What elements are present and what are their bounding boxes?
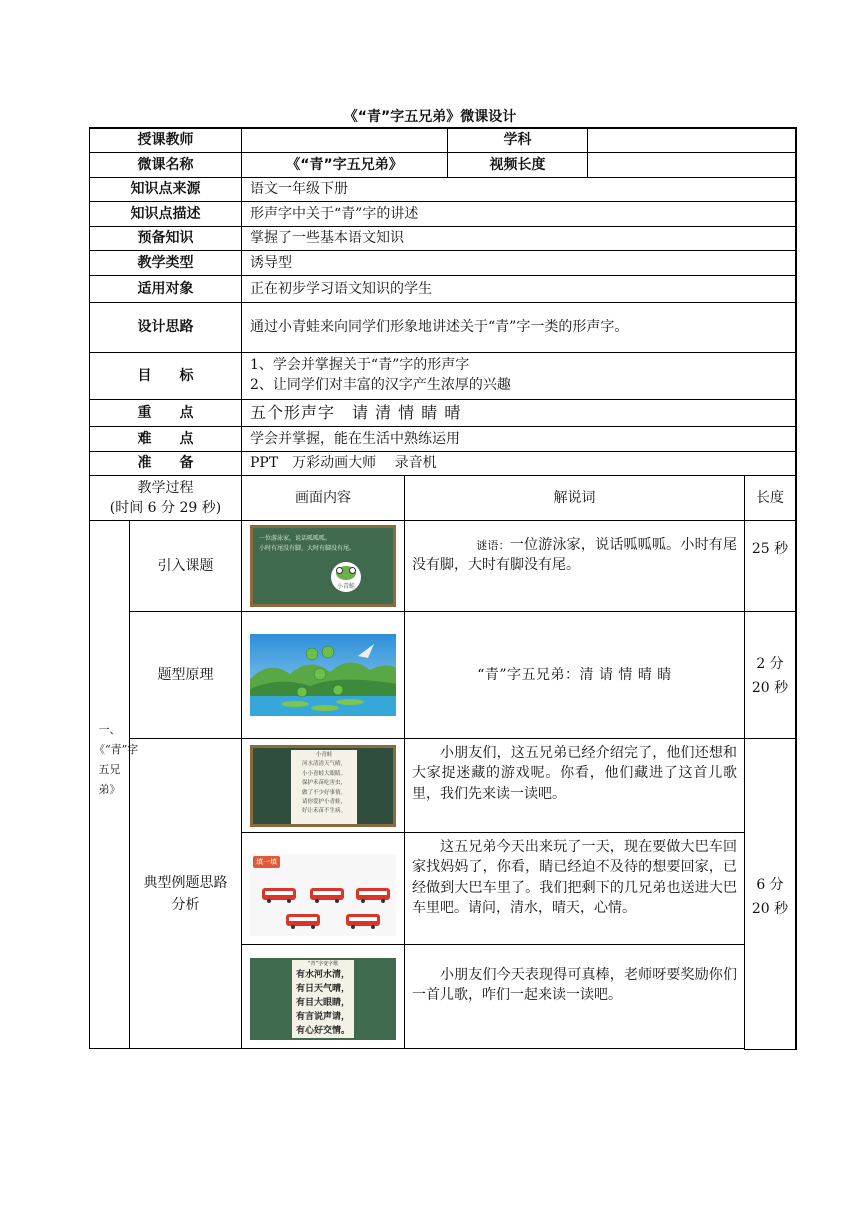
phase-examples-line2: 分析 — [171, 896, 200, 913]
example1-poem-line: 小小青蛙大眼睛。 — [301, 770, 346, 777]
example1-poem-line: 河水清清天气晴， — [301, 761, 346, 768]
example2-narration: 这五兄弟今天出来玩了一天，现在要做大巴车回家找妈妈了，你看，睛已经迫不及待的想要回家，已经做到大巴车里了。我们把剩下的几兄弟也送进大巴车里吧。请问，清水，晴天，心情。 — [412, 839, 737, 916]
intro-thumb-line1: 一位游泳家，说话呱呱呱。 — [259, 535, 332, 542]
phase-intro: 引入课题 — [157, 557, 214, 574]
example3-narration: 小朋友们今天表现得可真棒，老师呀要奖励你们一首儿歌，咋们一起来读一读吧。 — [412, 967, 737, 1004]
type-label: 教学类型 — [137, 254, 194, 271]
example1-narration-cell — [405, 739, 744, 832]
examples-length-line2: 20 秒 — [751, 901, 789, 917]
video-length-value — [588, 153, 795, 177]
col-screen-header: 画面内容 — [295, 489, 351, 506]
subject-label: 学科 — [503, 131, 532, 148]
document-title: 《“青”字五兄弟》微课设计 — [343, 109, 517, 125]
goal-values — [242, 353, 795, 399]
example1-narration: 小朋友们，这五兄弟已经介绍完了，他们还想和大家捉迷藏的游戏呢。你看，他们藏进了这首儿歌里，我们先来读一读吧。 — [412, 745, 737, 802]
phase-examples-line1: 典型例题思路 — [143, 874, 228, 891]
example3-song-line: 有目大眼睛， — [295, 998, 350, 1008]
subject-value — [588, 128, 795, 152]
prep-label: 准 备 — [137, 455, 194, 472]
key-value: 五个形声字 请 清 情 睛 晴 — [250, 403, 462, 423]
intro-narration-cell — [405, 521, 744, 611]
principle-length-line1: 2 分 — [756, 656, 784, 672]
example1-poem-line: 做了不少好事情。 — [301, 789, 346, 796]
buses-illustration — [250, 854, 396, 936]
example3-narration-cell — [405, 945, 744, 1048]
principle-thumbnail — [250, 634, 396, 716]
pond-scene-illustration — [250, 634, 396, 716]
difficulty-label: 难 点 — [137, 430, 194, 447]
example3-thumbnail — [250, 958, 396, 1040]
example3-song-title: “青”字变字歌 — [307, 961, 339, 967]
intro-narration: 一位游泳家，说话呱呱呱。小时有尾没有脚，大时有脚没有尾。 — [412, 537, 738, 574]
design-value: 通过小青蛙来向同学们形象地讲述关于“青”字一类的形声字。 — [250, 319, 629, 336]
lesson-value: 《“青”字五兄弟》 — [286, 156, 403, 173]
process-header — [90, 476, 241, 520]
key-label: 重 点 — [137, 404, 194, 421]
design-label: 设计思路 — [137, 319, 194, 336]
type-value: 诱导型 — [250, 254, 292, 271]
intro-length: 25 秒 — [751, 541, 789, 557]
lesson-label: 微课名称 — [137, 156, 194, 173]
example1-poem-line: 好让禾苗不生病。 — [301, 808, 346, 815]
example1-poem-card — [291, 750, 357, 824]
example1-thumbnail — [250, 745, 396, 827]
goal-line-2: 2、让同学们对丰富的汉字产生浓厚的兴趣 — [250, 377, 511, 394]
source-value: 语文一年级下册 — [250, 181, 348, 198]
example2-badge: 填一填 — [253, 856, 280, 868]
example3-song-line: 有言说声请， — [295, 1012, 350, 1022]
desc-label: 知识点描述 — [130, 205, 201, 222]
intro-thumbnail — [250, 525, 396, 607]
section-label: 一、《“青”字五兄弟》 — [94, 723, 139, 796]
principle-narration: “青”字五兄弟：清 请 情 晴 睛 — [477, 666, 672, 683]
intro-thumb-caption: 小青蛙 — [336, 583, 355, 590]
process-header-time: (时间 6 分 29 秒) — [109, 499, 222, 516]
teacher-value — [242, 128, 447, 152]
principle-length — [745, 612, 795, 738]
example1-poem-title: 小青蛙 — [315, 752, 333, 758]
goal-line-1: 1、学会并掌握关于“青”字的形声字 — [250, 357, 470, 373]
desc-value: 形声字中关于“青”字的讲述 — [250, 205, 419, 222]
col-narration-header: 解说词 — [553, 489, 596, 506]
example3-song-line: 有日天气晴， — [295, 984, 350, 994]
col-length-header: 长度 — [756, 489, 784, 506]
example2-narration-cell — [405, 833, 744, 944]
intro-thumb-line2: 小时有尾没有脚，大时有脚没有尾。 — [259, 545, 356, 552]
process-header-label: 教学过程 — [137, 480, 194, 496]
example1-poem-line: 保护禾苗吃害虫， — [301, 780, 346, 787]
example2-thumbnail — [250, 854, 396, 936]
prereq-value: 掌握了一些基本语文知识 — [250, 230, 404, 247]
example1-poem-line: 请你爱护小青蛙， — [301, 799, 346, 806]
prep-value: PPT 万彩动画大师 录音机 — [250, 455, 437, 472]
source-label: 知识点来源 — [130, 181, 201, 198]
audience-label: 适用对象 — [137, 280, 194, 297]
example3-song-line: 有心好交情。 — [295, 1026, 350, 1036]
phase-principle: 题型原理 — [157, 666, 214, 683]
phase-examples — [130, 739, 241, 1048]
goal-label: 目 标 — [137, 367, 194, 384]
example3-song-line: 有水河水清， — [295, 970, 350, 980]
examples-length-line1: 6 分 — [756, 877, 784, 893]
examples-length — [745, 739, 795, 1049]
difficulty-value: 学会并掌握，能在生活中熟练运用 — [250, 430, 460, 447]
riddle-prefix: 谜语： — [476, 539, 510, 552]
principle-length-line2: 20 秒 — [751, 680, 789, 696]
example3-song-card — [292, 960, 354, 1038]
prereq-label: 预备知识 — [137, 230, 194, 247]
video-length-label: 视频长度 — [489, 156, 546, 173]
audience-value: 正在初步学习语文知识的学生 — [250, 280, 432, 297]
teacher-label: 授课教师 — [137, 131, 194, 148]
frog-icon — [331, 562, 361, 592]
